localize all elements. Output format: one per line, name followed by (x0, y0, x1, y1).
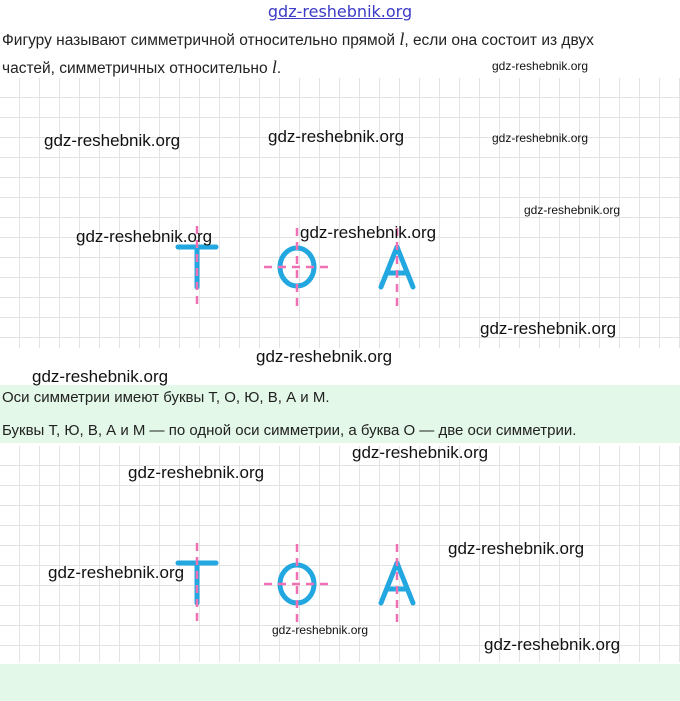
watermark: gdz-reshebnik.org (524, 203, 621, 217)
line-symbol-2: l (271, 57, 277, 77)
figure-letter-a-bottom (381, 544, 413, 624)
figure-letter-o-bottom (264, 544, 330, 624)
watermark: gdz-reshebnik.org (256, 347, 393, 366)
intro-text-3: частей, симметричных относительно (2, 60, 272, 77)
watermark: gdz-reshebnik.org (44, 131, 181, 150)
intro-text-4: . (276, 60, 282, 77)
watermark: gdz-reshebnik.org (32, 367, 169, 386)
answer-line-1: Оси симметрии имеют буквы Т, О, Ю, В, А и М. (2, 389, 330, 406)
watermark: gdz-reshebnik.org (268, 127, 405, 146)
figure-letter-t-bottom (178, 543, 216, 624)
watermark: gdz-reshebnik.org (128, 463, 265, 482)
site-title-link[interactable]: gdz-reshebnik.org (267, 2, 413, 21)
watermark: gdz-reshebnik.org (492, 131, 589, 145)
watermark: gdz-reshebnik.org (76, 227, 213, 246)
watermark: gdz-reshebnik.org (484, 635, 621, 654)
watermark: gdz-reshebnik.org (272, 623, 369, 637)
watermark: gdz-reshebnik.org (492, 59, 589, 73)
intro-text-1: Фигуру называют симметричной относительно прямой (2, 32, 400, 49)
watermark: gdz-reshebnik.org (448, 539, 585, 558)
watermark: gdz-reshebnik.org (300, 223, 437, 242)
watermark: gdz-reshebnik.org (48, 563, 185, 582)
intro-text-2: , если она состоит из двух (404, 32, 594, 49)
watermark: gdz-reshebnik.org (352, 443, 489, 462)
answer-line-2: Буквы Т, Ю, В, А и М — по одной оси симметрии, а буква О — две оси симметрии. (2, 422, 577, 439)
watermark: gdz-reshebnik.org (480, 319, 617, 338)
line-symbol: l (399, 29, 405, 49)
